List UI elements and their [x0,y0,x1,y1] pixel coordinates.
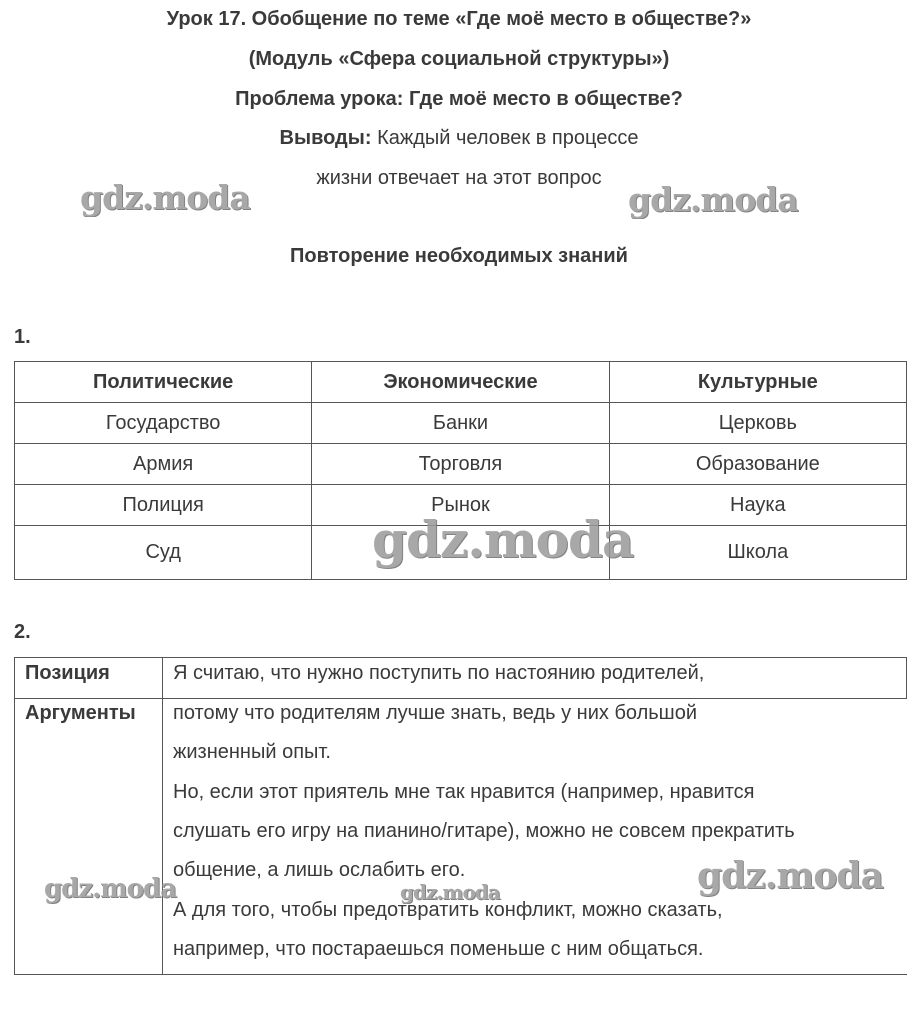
table-cell: Церковь [609,403,906,444]
argument-line: например, что постараешься поменьше с ним общаться. [173,938,704,960]
conclusions-line-1 [0,125,918,151]
lesson-problem: Проблема урока: Где моё место в обществе? [235,88,683,110]
argument-line: А для того, чтобы предотвратить конфликт, можно сказать, [173,899,723,921]
argument-line: жизненный опыт. [173,741,331,763]
watermark: gdz.moda [80,178,250,217]
table-divider [162,658,163,974]
column-header: Культурные [609,362,906,403]
table-row [15,444,907,485]
task-1-number: 1. [14,326,31,348]
lesson-title: Урок 17. Обобщение по теме «Где моё место в обществе?» [166,8,752,30]
table-cell: Государство [15,403,312,444]
table-cell: Банки [312,403,609,444]
conclusions-label: Выводы: [279,127,372,149]
table-header-row [15,362,907,403]
watermark: gdz.moda [400,880,500,904]
position-text: Я считаю, что нужно поступить по настоянию родителей, [173,662,705,684]
table-divider [15,698,907,699]
table-cell: Полиция [15,485,312,526]
argument-line: слушать его игру на пианино/гитаре), можно не совсем прекратить [173,820,795,842]
task-2-number: 2. [14,621,31,643]
watermark: gdz.moda [697,855,883,897]
conclusions-text-2: жизни отвечает на этот вопрос [316,167,602,189]
section-title: Повторение необходимых знаний [290,245,628,267]
column-header: Политические [15,362,312,403]
watermark: gdz.moda [372,510,634,569]
table-cell: Образование [609,444,906,485]
argument-line: общение, а лишь ослабить его. [173,859,466,881]
table-cell: Торговля [312,444,609,485]
module-title: (Модуль «Сфера социальной структуры») [248,48,670,70]
argument-line: Но, если этот приятель мне так нравится (например, нравится [173,781,755,803]
argument-line: потому что родителям лучше знать, ведь у них большой [173,702,698,724]
table-cell: Суд [15,526,312,580]
position-arguments-table [14,657,907,975]
table-divider [906,658,907,699]
table-cell: Школа [609,526,906,580]
arguments-label: Аргументы [25,702,136,724]
conclusions-text-1: Каждый человек в процессе [377,127,639,149]
table-cell: Наука [609,485,906,526]
table-cell: Рынок [312,485,609,526]
table-row [15,403,907,444]
watermark: gdz.moda [44,874,177,904]
table-cell: Армия [15,444,312,485]
column-header: Экономические [312,362,609,403]
position-label: Позиция [25,662,110,684]
watermark: gdz.moda [628,180,798,219]
